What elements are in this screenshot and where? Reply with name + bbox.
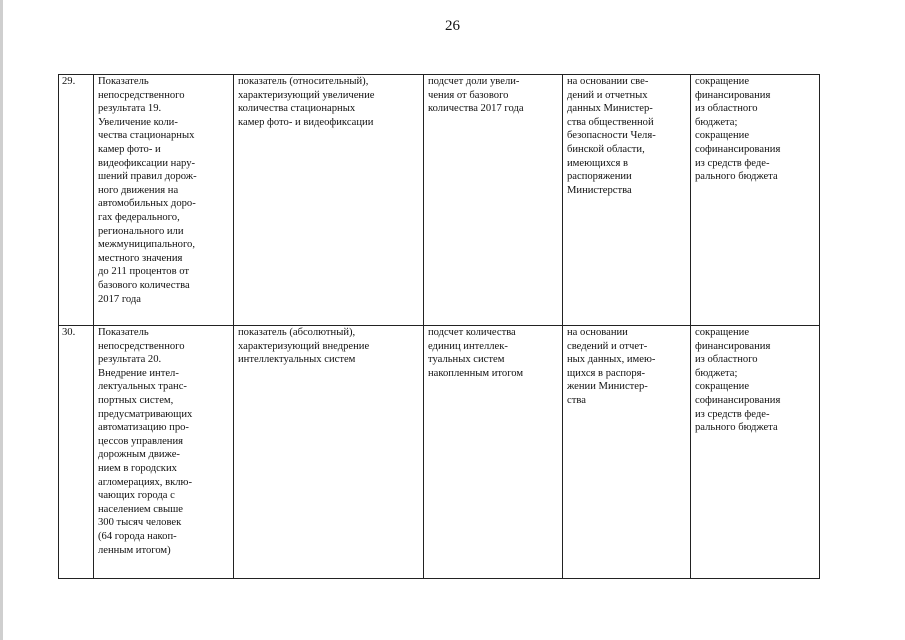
risks-cell	[691, 75, 820, 326]
table-row	[59, 75, 820, 326]
calculation-method: подсчет количества единиц интеллек- туальных систем накопленным итогом	[428, 327, 524, 379]
data-source-cell	[563, 75, 691, 326]
indicator-name-cell	[94, 326, 234, 579]
row-number-cell	[59, 75, 94, 326]
calculation-method-cell	[424, 75, 563, 326]
row-number: 29.	[62, 76, 76, 87]
indicator-name: Показатель непосредственного результата 19. Увеличение коли- чества стационарных камер фото- и видеофиксации нару- шений правил дорож- ного движения на автомобильных доро- гах федерального, регионального или межмуниципального, местного значения до 211 процентов от базового количества 2017 года	[98, 76, 197, 305]
risks: сокращение финансирования из областного бюджета; сокращение софинансирования из средств феде- рального бюджета	[695, 76, 781, 183]
risks: сокращение финансирования из областного бюджета; сокращение софинансирования из средств феде- рального бюджета	[695, 327, 781, 434]
risks-cell	[691, 326, 820, 579]
indicator-description: показатель (абсолютный), характеризующий внедрение интеллектуальных систем	[238, 327, 370, 366]
indicator-name-cell	[94, 75, 234, 326]
data-source: на основании све- дений и отчетных данных Министер- ства общественной безопасности Челя- бинской области, имеющихся в распоряжении Министерства	[567, 76, 656, 196]
page-edge	[0, 0, 3, 640]
indicators-table	[58, 74, 820, 579]
table-row	[59, 326, 820, 579]
data-source: на основании сведений и отчет- ных данных, имею- щихся в распоря- жении Министер- ства	[567, 327, 656, 406]
indicator-name: Показатель непосредственного результата 20. Внедрение интел- лектуальных транс- портных систем, предусматривающих автоматизацию про- цессов управления дорожным движе- нием в городских агломерациях, вклю- чающих города с населением свыше 300 тысяч человек (64 города накоп- ленным итогом)	[98, 327, 193, 556]
row-number-cell	[59, 326, 94, 579]
indicator-description-cell	[234, 75, 424, 326]
page-number: 26	[445, 18, 460, 34]
calculation-method: подсчет доли увели- чения от базового количества 2017 года	[428, 76, 524, 115]
data-source-cell	[563, 326, 691, 579]
indicator-description: показатель (относительный), характеризующий увеличение количества стационарных камер фото- и видеофиксации	[238, 76, 375, 128]
calculation-method-cell	[424, 326, 563, 579]
indicator-description-cell	[234, 326, 424, 579]
row-number: 30.	[62, 327, 76, 338]
